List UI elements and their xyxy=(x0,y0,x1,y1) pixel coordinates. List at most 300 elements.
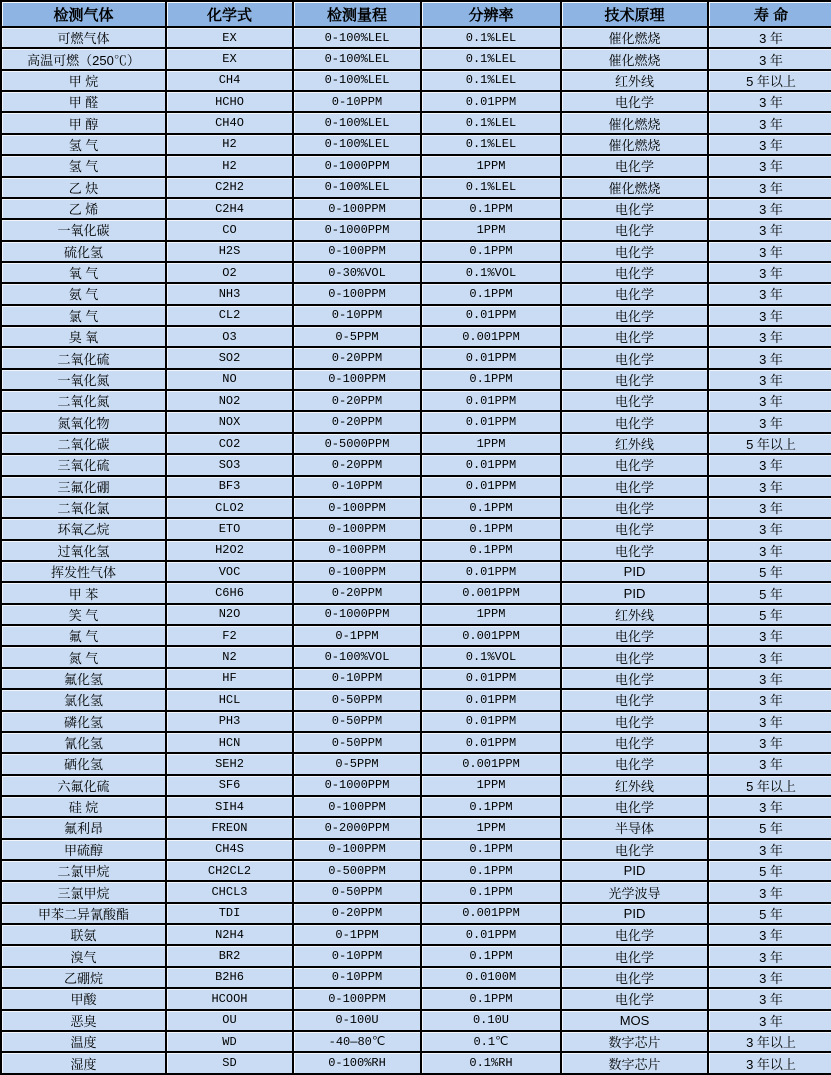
table-body xyxy=(2,28,831,1073)
cell-resolution: 0.001PPM xyxy=(422,904,562,925)
cell-formula: BR2 xyxy=(167,946,294,967)
cell-gas: 恶臭 xyxy=(2,1011,167,1032)
cell-lifespan: 3 年 xyxy=(709,391,831,412)
cell-principle: 红外线 xyxy=(562,71,709,92)
cell-gas: 硅 烷 xyxy=(2,797,167,818)
table-row xyxy=(2,1032,831,1053)
cell-gas: 甲苯二异氰酸酯 xyxy=(2,904,167,925)
cell-lifespan: 3 年 xyxy=(709,946,831,967)
cell-gas: 二氧化碳 xyxy=(2,434,167,455)
cell-resolution: 0.1%VOL xyxy=(422,647,562,668)
cell-range: 0-100%RH xyxy=(294,1053,422,1073)
cell-resolution: 0.1%RH xyxy=(422,1053,562,1073)
cell-principle: 电化学 xyxy=(562,797,709,818)
table-row xyxy=(2,904,831,925)
table-row xyxy=(2,605,831,626)
table-row xyxy=(2,968,831,989)
cell-formula: SO2 xyxy=(167,348,294,369)
cell-range: 0-100%LEL xyxy=(294,49,422,70)
cell-range: -40—80℃ xyxy=(294,1032,422,1053)
table-row xyxy=(2,92,831,113)
cell-range: 0-1000PPM xyxy=(294,220,422,241)
cell-gas: 笑 气 xyxy=(2,605,167,626)
table-row xyxy=(2,946,831,967)
table-row xyxy=(2,776,831,797)
cell-formula: NH3 xyxy=(167,284,294,305)
table-row xyxy=(2,284,831,305)
cell-principle: 电化学 xyxy=(562,455,709,476)
cell-principle: 光学波导 xyxy=(562,882,709,903)
cell-gas: 甲 苯 xyxy=(2,583,167,604)
table-row xyxy=(2,882,831,903)
cell-formula: N2O xyxy=(167,605,294,626)
cell-lifespan: 3 年 xyxy=(709,113,831,134)
cell-lifespan: 3 年 xyxy=(709,242,831,263)
cell-gas: 氧 气 xyxy=(2,263,167,284)
cell-principle: 电化学 xyxy=(562,242,709,263)
cell-gas: 甲酸 xyxy=(2,989,167,1010)
cell-range: 0-100PPM xyxy=(294,199,422,220)
cell-gas: 臭 氧 xyxy=(2,327,167,348)
cell-resolution: 0.1PPM xyxy=(422,541,562,562)
cell-formula: CO2 xyxy=(167,434,294,455)
cell-gas: 氰化氢 xyxy=(2,733,167,754)
cell-gas: 六氟化硫 xyxy=(2,776,167,797)
cell-lifespan: 3 年 xyxy=(709,626,831,647)
cell-lifespan: 5 年 xyxy=(709,904,831,925)
cell-principle: MOS xyxy=(562,1011,709,1032)
cell-lifespan: 3 年 xyxy=(709,348,831,369)
cell-resolution: 0.01PPM xyxy=(422,669,562,690)
cell-resolution: 0.1%LEL xyxy=(422,71,562,92)
cell-principle: PID xyxy=(562,562,709,583)
cell-gas: 硒化氢 xyxy=(2,754,167,775)
cell-resolution: 0.1PPM xyxy=(422,199,562,220)
cell-formula: CH4S xyxy=(167,840,294,861)
cell-resolution: 1PPM xyxy=(422,776,562,797)
cell-principle: 电化学 xyxy=(562,690,709,711)
cell-range: 0-100PPM xyxy=(294,242,422,263)
cell-principle: 电化学 xyxy=(562,925,709,946)
cell-formula: HCHO xyxy=(167,92,294,113)
cell-formula: PH3 xyxy=(167,712,294,733)
cell-formula: O3 xyxy=(167,327,294,348)
cell-principle: 红外线 xyxy=(562,434,709,455)
table-row xyxy=(2,113,831,134)
cell-resolution: 0.1PPM xyxy=(422,861,562,882)
cell-lifespan: 3 年 xyxy=(709,882,831,903)
cell-resolution: 1PPM xyxy=(422,434,562,455)
table-row xyxy=(2,434,831,455)
cell-resolution: 0.01PPM xyxy=(422,712,562,733)
cell-formula: CH4O xyxy=(167,113,294,134)
cell-range: 0-100PPM xyxy=(294,370,422,391)
cell-resolution: 0.01PPM xyxy=(422,391,562,412)
column-header-range: 检测量程 xyxy=(294,2,422,28)
cell-lifespan: 3 年 xyxy=(709,797,831,818)
cell-lifespan: 5 年 xyxy=(709,818,831,839)
cell-formula: CLO2 xyxy=(167,498,294,519)
cell-formula: SIH4 xyxy=(167,797,294,818)
cell-range: 0-100%LEL xyxy=(294,178,422,199)
cell-gas: 挥发性气体 xyxy=(2,562,167,583)
cell-resolution: 0.1%LEL xyxy=(422,178,562,199)
cell-range: 0-20PPM xyxy=(294,412,422,433)
cell-lifespan: 5 年 xyxy=(709,605,831,626)
cell-gas: 氨 气 xyxy=(2,284,167,305)
cell-range: 0-100PPM xyxy=(294,840,422,861)
table-row xyxy=(2,49,831,70)
table-row xyxy=(2,519,831,540)
cell-resolution: 0.1PPM xyxy=(422,284,562,305)
cell-lifespan: 3 年 xyxy=(709,306,831,327)
table-row xyxy=(2,626,831,647)
cell-resolution: 0.01PPM xyxy=(422,733,562,754)
cell-range: 0-100U xyxy=(294,1011,422,1032)
cell-principle: 电化学 xyxy=(562,391,709,412)
cell-formula: BF3 xyxy=(167,477,294,498)
cell-principle: 电化学 xyxy=(562,669,709,690)
table-row xyxy=(2,733,831,754)
cell-gas: 环氧乙烷 xyxy=(2,519,167,540)
cell-principle: 电化学 xyxy=(562,220,709,241)
cell-range: 0-100%VOL xyxy=(294,647,422,668)
cell-formula: H2 xyxy=(167,135,294,156)
cell-lifespan: 3 年 xyxy=(709,647,831,668)
table-row xyxy=(2,989,831,1010)
table-row xyxy=(2,348,831,369)
cell-gas: 氮 气 xyxy=(2,647,167,668)
cell-range: 0-100PPM xyxy=(294,989,422,1010)
cell-range: 0-10PPM xyxy=(294,306,422,327)
cell-formula: CHCL3 xyxy=(167,882,294,903)
cell-formula: F2 xyxy=(167,626,294,647)
cell-range: 0-1PPM xyxy=(294,626,422,647)
cell-lifespan: 3 年 xyxy=(709,541,831,562)
table-row xyxy=(2,455,831,476)
cell-gas: 甲 醛 xyxy=(2,92,167,113)
cell-principle: 催化燃烧 xyxy=(562,178,709,199)
cell-principle: 电化学 xyxy=(562,263,709,284)
cell-gas: 溴气 xyxy=(2,946,167,967)
cell-gas: 氟利昂 xyxy=(2,818,167,839)
cell-principle: 电化学 xyxy=(562,754,709,775)
table-row xyxy=(2,690,831,711)
cell-lifespan: 3 年 xyxy=(709,989,831,1010)
cell-lifespan: 3 年 xyxy=(709,519,831,540)
cell-formula: VOC xyxy=(167,562,294,583)
cell-lifespan: 5 年 xyxy=(709,562,831,583)
cell-gas: 三氯甲烷 xyxy=(2,882,167,903)
table-row xyxy=(2,647,831,668)
cell-gas: 高温可燃（250℃） xyxy=(2,49,167,70)
table-row xyxy=(2,412,831,433)
cell-range: 0-100%LEL xyxy=(294,113,422,134)
cell-gas: 二氧化硫 xyxy=(2,348,167,369)
cell-formula: CO xyxy=(167,220,294,241)
cell-formula: HF xyxy=(167,669,294,690)
table-row xyxy=(2,498,831,519)
cell-formula: C6H6 xyxy=(167,583,294,604)
cell-resolution: 0.001PPM xyxy=(422,626,562,647)
cell-range: 0-5PPM xyxy=(294,754,422,775)
table-row xyxy=(2,391,831,412)
cell-gas: 氟 气 xyxy=(2,626,167,647)
cell-resolution: 1PPM xyxy=(422,156,562,177)
cell-gas: 联氨 xyxy=(2,925,167,946)
cell-gas: 一氧化碳 xyxy=(2,220,167,241)
cell-resolution: 0.10U xyxy=(422,1011,562,1032)
cell-range: 0-100%LEL xyxy=(294,135,422,156)
cell-principle: 电化学 xyxy=(562,626,709,647)
cell-lifespan: 3 年 xyxy=(709,477,831,498)
cell-range: 0-30%VOL xyxy=(294,263,422,284)
table-row xyxy=(2,712,831,733)
cell-gas: 甲 醇 xyxy=(2,113,167,134)
column-header-gas: 检测气体 xyxy=(2,2,167,28)
cell-resolution: 0.0100M xyxy=(422,968,562,989)
cell-principle: PID xyxy=(562,904,709,925)
cell-lifespan: 5 年以上 xyxy=(709,434,831,455)
table-row xyxy=(2,583,831,604)
cell-range: 0-5000PPM xyxy=(294,434,422,455)
cell-lifespan: 3 年 xyxy=(709,690,831,711)
cell-lifespan: 3 年 xyxy=(709,412,831,433)
cell-formula: H2 xyxy=(167,156,294,177)
table-row xyxy=(2,220,831,241)
cell-lifespan: 3 年 xyxy=(709,968,831,989)
cell-principle: 电化学 xyxy=(562,327,709,348)
cell-principle: 电化学 xyxy=(562,477,709,498)
cell-formula: SEH2 xyxy=(167,754,294,775)
column-header-lifespan: 寿 命 xyxy=(709,2,831,28)
table-row xyxy=(2,370,831,391)
cell-gas: 一氧化氮 xyxy=(2,370,167,391)
cell-lifespan: 3 年 xyxy=(709,220,831,241)
cell-lifespan: 3 年 xyxy=(709,92,831,113)
cell-principle: 催化燃烧 xyxy=(562,28,709,49)
cell-resolution: 0.01PPM xyxy=(422,306,562,327)
table-row xyxy=(2,263,831,284)
cell-range: 0-100PPM xyxy=(294,541,422,562)
cell-principle: 电化学 xyxy=(562,92,709,113)
cell-range: 0-10PPM xyxy=(294,968,422,989)
cell-gas: 二氧化氮 xyxy=(2,391,167,412)
cell-principle: PID xyxy=(562,583,709,604)
cell-formula: SF6 xyxy=(167,776,294,797)
column-header-formula: 化学式 xyxy=(167,2,294,28)
cell-formula: NO xyxy=(167,370,294,391)
cell-formula: CH4 xyxy=(167,71,294,92)
cell-range: 0-1000PPM xyxy=(294,156,422,177)
cell-range: 0-20PPM xyxy=(294,455,422,476)
cell-resolution: 0.01PPM xyxy=(422,455,562,476)
cell-gas: 氯化氢 xyxy=(2,690,167,711)
table-row xyxy=(2,156,831,177)
cell-lifespan: 5 年 xyxy=(709,583,831,604)
cell-lifespan: 3 年 xyxy=(709,669,831,690)
cell-principle: 电化学 xyxy=(562,968,709,989)
cell-lifespan: 3 年 xyxy=(709,284,831,305)
cell-formula: EX xyxy=(167,28,294,49)
cell-formula: C2H4 xyxy=(167,199,294,220)
cell-range: 0-50PPM xyxy=(294,733,422,754)
cell-formula: SO3 xyxy=(167,455,294,476)
cell-principle: 红外线 xyxy=(562,605,709,626)
cell-resolution: 0.1%LEL xyxy=(422,28,562,49)
cell-gas: 磷化氢 xyxy=(2,712,167,733)
cell-lifespan: 5 年以上 xyxy=(709,776,831,797)
cell-principle: 电化学 xyxy=(562,519,709,540)
cell-resolution: 0.1%LEL xyxy=(422,49,562,70)
cell-principle: 电化学 xyxy=(562,348,709,369)
cell-lifespan: 3 年 xyxy=(709,712,831,733)
cell-range: 0-10PPM xyxy=(294,946,422,967)
cell-range: 0-100PPM xyxy=(294,498,422,519)
cell-gas: 氢 气 xyxy=(2,135,167,156)
cell-resolution: 0.1PPM xyxy=(422,882,562,903)
cell-formula: SD xyxy=(167,1053,294,1073)
cell-formula: NO2 xyxy=(167,391,294,412)
cell-principle: 电化学 xyxy=(562,541,709,562)
cell-lifespan: 3 年 xyxy=(709,28,831,49)
cell-range: 0-20PPM xyxy=(294,583,422,604)
cell-principle: 电化学 xyxy=(562,156,709,177)
cell-principle: 数字芯片 xyxy=(562,1053,709,1073)
cell-principle: 电化学 xyxy=(562,989,709,1010)
cell-range: 0-20PPM xyxy=(294,348,422,369)
table-row xyxy=(2,71,831,92)
cell-principle: 电化学 xyxy=(562,199,709,220)
cell-gas: 氮氧化物 xyxy=(2,412,167,433)
cell-formula: HCL xyxy=(167,690,294,711)
cell-resolution: 0.01PPM xyxy=(422,925,562,946)
cell-principle: 电化学 xyxy=(562,284,709,305)
cell-lifespan: 3 年以上 xyxy=(709,1032,831,1053)
cell-resolution: 0.1PPM xyxy=(422,946,562,967)
cell-lifespan: 5 年 xyxy=(709,861,831,882)
cell-range: 0-20PPM xyxy=(294,391,422,412)
cell-gas: 硫化氢 xyxy=(2,242,167,263)
cell-lifespan: 3 年 xyxy=(709,156,831,177)
cell-range: 0-1PPM xyxy=(294,925,422,946)
cell-resolution: 0.1PPM xyxy=(422,797,562,818)
cell-gas: 可燃气体 xyxy=(2,28,167,49)
table-row xyxy=(2,562,831,583)
cell-resolution: 0.1PPM xyxy=(422,242,562,263)
cell-range: 0-50PPM xyxy=(294,882,422,903)
table-row xyxy=(2,840,831,861)
cell-formula: HCOOH xyxy=(167,989,294,1010)
cell-principle: 电化学 xyxy=(562,733,709,754)
table-row xyxy=(2,754,831,775)
cell-range: 0-100PPM xyxy=(294,797,422,818)
cell-gas: 过氧化氢 xyxy=(2,541,167,562)
cell-principle: 催化燃烧 xyxy=(562,135,709,156)
cell-formula: CL2 xyxy=(167,306,294,327)
cell-formula: C2H2 xyxy=(167,178,294,199)
table-row xyxy=(2,135,831,156)
cell-lifespan: 3 年 xyxy=(709,135,831,156)
cell-resolution: 0.01PPM xyxy=(422,477,562,498)
cell-lifespan: 3 年 xyxy=(709,49,831,70)
cell-range: 0-100PPM xyxy=(294,562,422,583)
cell-principle: 电化学 xyxy=(562,306,709,327)
cell-lifespan: 3 年 xyxy=(709,178,831,199)
cell-formula: OU xyxy=(167,1011,294,1032)
cell-resolution: 0.1PPM xyxy=(422,989,562,1010)
column-header-principle: 技术原理 xyxy=(562,2,709,28)
table-row xyxy=(2,28,831,49)
cell-formula: EX xyxy=(167,49,294,70)
cell-gas: 氢 气 xyxy=(2,156,167,177)
cell-lifespan: 5 年以上 xyxy=(709,71,831,92)
cell-range: 0-100PPM xyxy=(294,519,422,540)
cell-gas: 三氧化硫 xyxy=(2,455,167,476)
cell-principle: 电化学 xyxy=(562,840,709,861)
table-row xyxy=(2,1053,831,1073)
cell-formula: NOX xyxy=(167,412,294,433)
cell-formula: B2H6 xyxy=(167,968,294,989)
cell-principle: 数字芯片 xyxy=(562,1032,709,1053)
cell-principle: 红外线 xyxy=(562,776,709,797)
table-row xyxy=(2,1011,831,1032)
cell-range: 0-10PPM xyxy=(294,669,422,690)
cell-resolution: 0.1%LEL xyxy=(422,135,562,156)
cell-lifespan: 3 年 xyxy=(709,498,831,519)
cell-range: 0-10PPM xyxy=(294,477,422,498)
cell-principle: 电化学 xyxy=(562,946,709,967)
cell-resolution: 1PPM xyxy=(422,605,562,626)
cell-range: 0-50PPM xyxy=(294,690,422,711)
cell-lifespan: 3 年 xyxy=(709,1011,831,1032)
cell-principle: 电化学 xyxy=(562,498,709,519)
cell-principle: 电化学 xyxy=(562,712,709,733)
cell-gas: 甲 烷 xyxy=(2,71,167,92)
cell-resolution: 0.1PPM xyxy=(422,519,562,540)
cell-resolution: 0.1PPM xyxy=(422,840,562,861)
cell-range: 0-100%LEL xyxy=(294,71,422,92)
cell-gas: 乙 炔 xyxy=(2,178,167,199)
cell-principle: 电化学 xyxy=(562,647,709,668)
cell-range: 0-100%LEL xyxy=(294,28,422,49)
cell-gas: 乙 烯 xyxy=(2,199,167,220)
cell-lifespan: 3 年 xyxy=(709,370,831,391)
cell-resolution: 0.1℃ xyxy=(422,1032,562,1053)
cell-gas: 乙硼烷 xyxy=(2,968,167,989)
table-row xyxy=(2,242,831,263)
cell-principle: 电化学 xyxy=(562,412,709,433)
table-row xyxy=(2,861,831,882)
cell-gas: 二氯甲烷 xyxy=(2,861,167,882)
cell-resolution: 0.001PPM xyxy=(422,583,562,604)
cell-gas: 温度 xyxy=(2,1032,167,1053)
cell-range: 0-2000PPM xyxy=(294,818,422,839)
cell-principle: 催化燃烧 xyxy=(562,49,709,70)
cell-resolution: 0.1PPM xyxy=(422,370,562,391)
cell-range: 0-20PPM xyxy=(294,904,422,925)
cell-resolution: 0.01PPM xyxy=(422,412,562,433)
header-row xyxy=(2,2,831,28)
cell-resolution: 1PPM xyxy=(422,818,562,839)
cell-formula: WD xyxy=(167,1032,294,1053)
table-row xyxy=(2,477,831,498)
column-header-resolution: 分辨率 xyxy=(422,2,562,28)
cell-principle: 催化燃烧 xyxy=(562,113,709,134)
cell-resolution: 0.01PPM xyxy=(422,92,562,113)
cell-formula: H2O2 xyxy=(167,541,294,562)
cell-lifespan: 3 年 xyxy=(709,925,831,946)
